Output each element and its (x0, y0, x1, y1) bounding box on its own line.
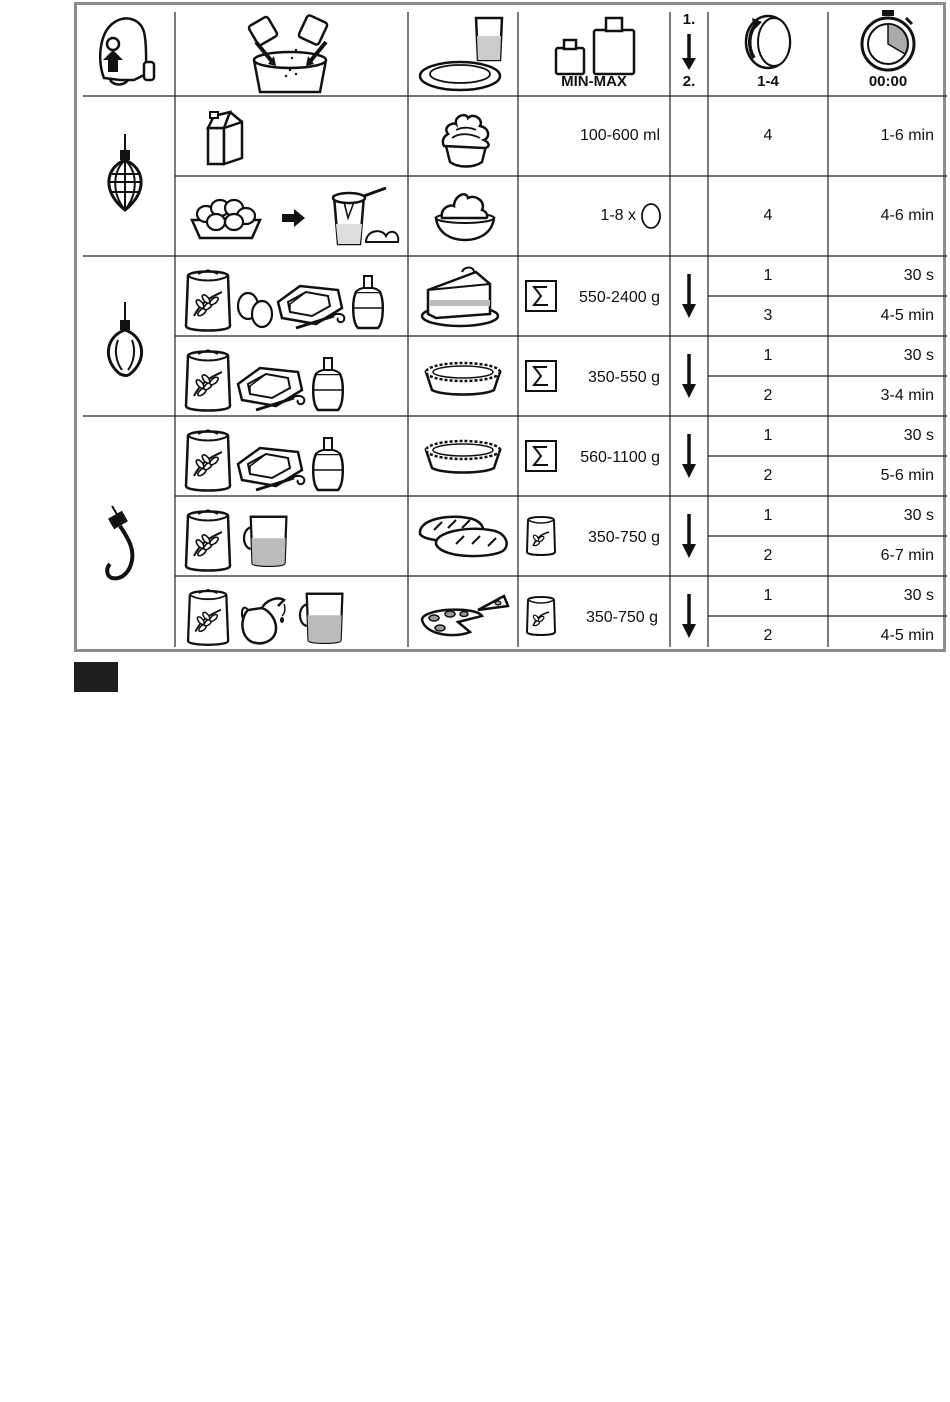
row7-speed-b: 2 (763, 627, 773, 644)
speed-dial-icon (738, 10, 798, 72)
row5-speed-b: 2 (763, 467, 773, 484)
row3-time-b: 4-5 min (880, 307, 934, 324)
sum-symbol-icon (525, 360, 557, 392)
row1-amount: 100-600 ml (579, 127, 660, 144)
water-jug-icon (296, 586, 346, 648)
row7-time-b: 4-5 min (880, 627, 934, 644)
egg-carton-icon (190, 196, 262, 240)
butter-icon (236, 434, 308, 494)
row5-speed-a: 1 (763, 427, 773, 444)
sum-symbol-icon (525, 440, 557, 472)
tart-tin-icon (422, 356, 504, 398)
sugar-shaker-icon (310, 352, 346, 414)
sum-symbol-icon (525, 280, 557, 312)
row1-time: 1-6 min (880, 127, 934, 144)
down-arrow-icon (679, 512, 699, 560)
flour-bag-icon (184, 346, 234, 414)
row4-time-b: 3-4 min (880, 387, 934, 404)
egg-icon (640, 202, 662, 230)
plate-glass-icon (416, 14, 508, 94)
down-arrow-icon (679, 592, 699, 640)
pizza-icon (418, 592, 510, 638)
sugar-shaker-icon (350, 270, 386, 332)
egg-white-bowl-icon (432, 184, 498, 244)
step-1-label: 1. (682, 11, 696, 28)
row6-amount: 350-750 g (587, 529, 660, 546)
butter-icon (276, 272, 348, 332)
flour-bag-icon (184, 426, 234, 494)
water-jug-icon (240, 508, 290, 572)
oil-jug-icon (238, 592, 288, 646)
flour-bag-icon (184, 506, 234, 574)
two-eggs-icon (236, 286, 276, 330)
flour-bag-icon (184, 586, 234, 648)
row6-speed-a: 1 (763, 507, 773, 524)
down-arrow-icon (679, 272, 699, 320)
row4-time-a: 30 s (903, 347, 934, 364)
row5-time-b: 5-6 min (880, 467, 934, 484)
mixer-head-icon (90, 14, 160, 92)
row7-amount: 350-750 g (585, 609, 658, 626)
row7-speed-a: 1 (763, 587, 773, 604)
timer-icon (856, 8, 920, 72)
time-label: 00:00 (868, 73, 908, 90)
speed-range-label: 1-4 (757, 73, 779, 90)
row2-speed: 4 (763, 207, 773, 224)
row3-speed-b: 3 (763, 307, 773, 324)
butter-icon (236, 354, 308, 414)
row3-time-a: 30 s (903, 267, 934, 284)
bread-loaves-icon (416, 512, 510, 562)
down-arrow-icon (679, 432, 699, 480)
egg-separator-icon (326, 184, 402, 248)
milk-carton-icon (200, 110, 248, 166)
row2-time: 4-6 min (880, 207, 934, 224)
row1-speed: 4 (763, 127, 773, 144)
right-arrow-icon (280, 208, 306, 228)
weights-icon (548, 12, 640, 78)
cake-slice-icon (420, 264, 500, 330)
whipped-cream-icon (436, 106, 496, 168)
row3-speed-a: 1 (763, 267, 773, 284)
whisk-icon (100, 132, 150, 214)
down-arrow-icon (679, 352, 699, 400)
step-2-label: 2. (682, 73, 696, 90)
page-marker-block (74, 662, 118, 692)
tart-tin-icon (422, 434, 504, 476)
kneading-beater-icon (100, 300, 150, 380)
row5-amount: 560-1100 g (580, 449, 660, 466)
flour-bag-icon (525, 594, 559, 638)
row4-amount: 350-550 g (587, 369, 660, 386)
minmax-label: MIN-MAX (561, 73, 627, 90)
flour-bag-icon (525, 514, 559, 558)
row6-speed-b: 2 (763, 547, 773, 564)
dough-hook-icon (98, 502, 148, 588)
row6-time-b: 6-7 min (880, 547, 934, 564)
sugar-shaker-icon (310, 432, 346, 494)
row6-time-a: 30 s (903, 507, 934, 524)
bowl-add-ingredients-icon (240, 12, 340, 94)
row4-speed-a: 1 (763, 347, 773, 364)
row4-speed-b: 2 (763, 387, 773, 404)
row5-time-a: 30 s (903, 427, 934, 444)
down-arrow-icon (679, 32, 699, 72)
row7-time-a: 30 s (903, 587, 934, 604)
row3-amount: 550-2400 g (579, 289, 660, 306)
row2-amount: 1-8 x (600, 207, 636, 224)
flour-bag-icon (184, 266, 234, 334)
